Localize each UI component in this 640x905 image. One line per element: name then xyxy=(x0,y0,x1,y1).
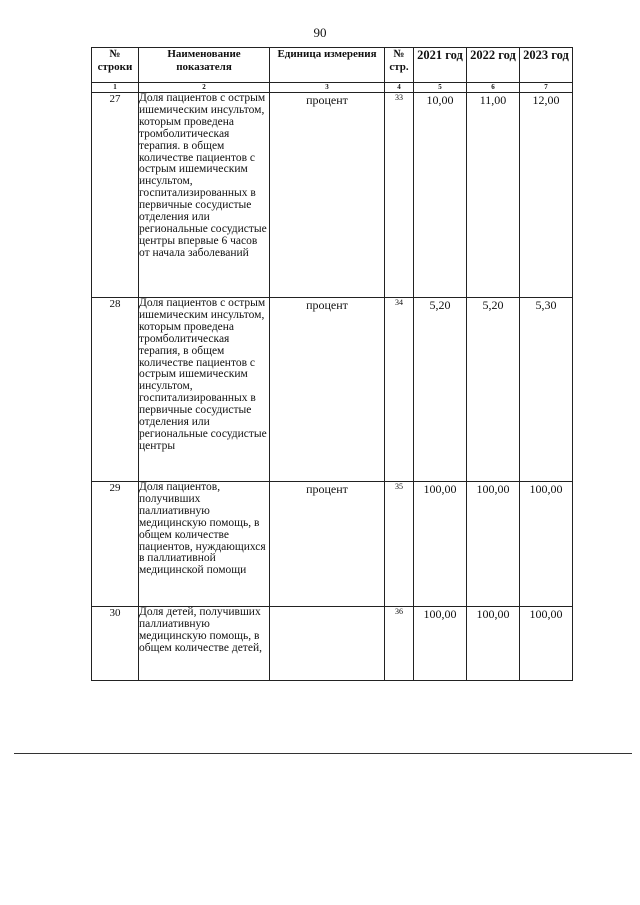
header-year-2023: 2023 год xyxy=(520,48,573,83)
value-2022: 11,00 xyxy=(467,93,520,298)
column-number: 4 xyxy=(385,83,414,93)
column-number: 6 xyxy=(467,83,520,93)
unit-cell xyxy=(270,607,385,681)
line-number-cell: 35 xyxy=(385,482,414,607)
header-row-number: № строки xyxy=(92,48,139,83)
header-year-2022: 2022 год xyxy=(467,48,520,83)
row-number: 28 xyxy=(92,298,139,482)
row-number: 27 xyxy=(92,93,139,298)
value-2023: 100,00 xyxy=(520,482,573,607)
row-number: 29 xyxy=(92,482,139,607)
value-2021: 100,00 xyxy=(414,482,467,607)
header-line-number: № стр. xyxy=(385,48,414,83)
header-unit: Единица измерения xyxy=(270,48,385,83)
value-2023: 12,00 xyxy=(520,93,573,298)
value-2022: 5,20 xyxy=(467,298,520,482)
line-number-cell: 33 xyxy=(385,93,414,298)
unit-cell: процент xyxy=(270,93,385,298)
indicator-name: Доля детей, получивших паллиативную медицинскую помощь, в общем количестве детей, xyxy=(139,607,270,681)
table-row xyxy=(92,298,573,482)
row-number: 30 xyxy=(92,607,139,681)
value-2022: 100,00 xyxy=(467,607,520,681)
column-number: 1 xyxy=(92,83,139,93)
column-number: 2 xyxy=(139,83,270,93)
header-year-2021: 2021 год xyxy=(414,48,467,83)
value-2023: 100,00 xyxy=(520,607,573,681)
indicator-name: Доля пациентов, получивших паллиативную медицинскую помощь, в общем количестве пациентов, нуждающихся в паллиативной медицинской помощи xyxy=(139,482,270,607)
indicator-name: Доля пациентов с острым ишемическим инсультом, которым проведена тромболитическая терапия. в общем количестве пациентов с острым ишемическим инсультом, госпитализированных в первичные сосудистые отделения или региональные сосудистые центры впервые 6 часов от начала заболеваний xyxy=(139,93,270,298)
value-2022: 100,00 xyxy=(467,482,520,607)
header-row xyxy=(92,48,573,83)
value-2021: 10,00 xyxy=(414,93,467,298)
column-number: 5 xyxy=(414,83,467,93)
column-number-row xyxy=(92,83,573,93)
line-number-cell: 34 xyxy=(385,298,414,482)
table-row xyxy=(92,482,573,607)
unit-cell: процент xyxy=(270,482,385,607)
value-2021: 100,00 xyxy=(414,607,467,681)
footer-divider xyxy=(14,753,632,754)
table-row xyxy=(92,93,573,298)
column-number: 7 xyxy=(520,83,573,93)
page-number: 90 xyxy=(313,25,327,40)
unit-cell: процент xyxy=(270,298,385,482)
table-row xyxy=(92,607,573,681)
column-number: 3 xyxy=(270,83,385,93)
value-2023: 5,30 xyxy=(520,298,573,482)
value-2021: 5,20 xyxy=(414,298,467,482)
indicator-name: Доля пациентов с острым ишемическим инсультом, которым проведена тромболитическая терапия, в общем количестве пациентов с острым ишемическим инсультом, госпитализированных в первичные сосудистые отделения или региональные сосудистые центры xyxy=(139,298,270,482)
line-number-cell: 36 xyxy=(385,607,414,681)
header-indicator-name: Наименование показателя xyxy=(139,48,270,83)
indicators-table xyxy=(91,47,573,681)
